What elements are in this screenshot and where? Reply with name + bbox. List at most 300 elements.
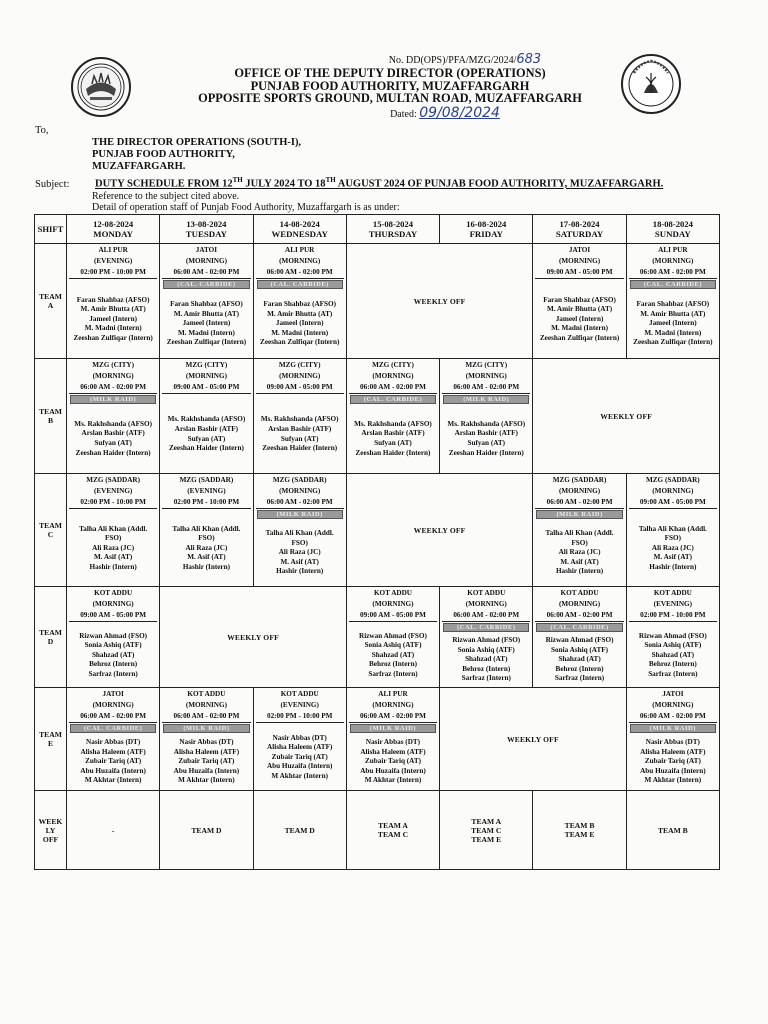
shift-time: 06:00 AM - 02:00 PM bbox=[162, 711, 250, 723]
detail-line: Detail of operation staff of Punjab Food Authority, Muzaffargarh is as under: bbox=[92, 202, 400, 213]
station-name: JATOI bbox=[195, 246, 218, 254]
staff-member: Nasir Abbas (DT) bbox=[179, 738, 234, 747]
staff-list bbox=[254, 290, 346, 358]
station-name: KOT ADDU bbox=[94, 589, 133, 597]
staff-member: Rizwan Ahmad (FSO) bbox=[452, 636, 521, 645]
weekly-off-teams bbox=[533, 791, 626, 870]
duty-cell bbox=[253, 474, 346, 587]
staff-member: M. Madni (Intern) bbox=[271, 328, 329, 337]
staff-member: Alisha Haleem (ATF) bbox=[173, 747, 240, 756]
team-label bbox=[35, 244, 67, 359]
shift-time: 06:00 AM - 02:00 PM bbox=[442, 382, 530, 394]
shift-time: 09:00 AM - 05:00 PM bbox=[69, 610, 157, 622]
raid-badge: (MILK RAID) bbox=[70, 395, 156, 404]
shift-time: 06:00 AM - 02:00 PM bbox=[162, 267, 250, 279]
weekly-off-teams bbox=[253, 791, 346, 870]
off-team-name: TEAM A bbox=[378, 821, 408, 830]
duty-cell bbox=[160, 688, 253, 791]
station-name: JATOI bbox=[568, 246, 591, 254]
staff-member: Zeeshan Zulfiqar (Intern) bbox=[260, 338, 340, 347]
staff-member: Talha Ali Khan (Addl. bbox=[265, 529, 334, 538]
duty-cell bbox=[160, 359, 253, 474]
staff-member: Faran Shahbaz (AFSO) bbox=[543, 295, 616, 304]
staff-member: Alisha Haleem (ATF) bbox=[360, 747, 426, 756]
shift-time: 06:00 AM - 02:00 PM bbox=[69, 382, 157, 394]
staff-member: Sarfraz (Intern) bbox=[554, 674, 605, 683]
duty-cell-content bbox=[347, 359, 439, 473]
duty-cell bbox=[626, 587, 719, 688]
shift-name: (EVENING) bbox=[93, 257, 133, 265]
team-row bbox=[35, 587, 720, 688]
staff-member: M. Amir Bhutta (AT) bbox=[80, 305, 146, 314]
staff-member: Behroz (Intern) bbox=[555, 664, 604, 673]
staff-member: Sarfraz (Intern) bbox=[461, 674, 511, 683]
staff-member: Zubair Tariq (AT) bbox=[644, 757, 701, 766]
staff-member: Sonia Ashiq (ATF) bbox=[457, 645, 515, 654]
staff-member: Zubair Tariq (AT) bbox=[85, 757, 142, 766]
duty-cell-content bbox=[627, 474, 719, 586]
duty-cell bbox=[626, 244, 719, 359]
staff-member: Abu Huzaifa (Intern) bbox=[266, 762, 333, 771]
shift-time: 06:00 AM - 02:00 PM bbox=[349, 711, 437, 723]
shift-name: (MORNING) bbox=[279, 372, 321, 380]
off-team-name: TEAM A bbox=[471, 816, 502, 826]
duty-cell bbox=[67, 359, 160, 474]
day-header: 17-08-2024 SATURDAY bbox=[533, 215, 626, 244]
shift-name: (MORNING) bbox=[465, 600, 507, 608]
shift-info bbox=[67, 474, 159, 509]
staff-member: Sonia Ashiq (ATF) bbox=[364, 641, 422, 650]
station-name: JATOI bbox=[662, 690, 684, 698]
weekly-off-label-line: OFF bbox=[42, 834, 59, 844]
staff-member: M. Madni (Intern) bbox=[177, 328, 235, 337]
staff-member: Jameel (Intern) bbox=[648, 319, 697, 328]
staff-member: Ms. Rakhshanda (AFSO) bbox=[447, 419, 526, 428]
staff-member: Zeeshan Zulfiqar (Intern) bbox=[73, 333, 153, 342]
staff-member: M. Amir Bhutta (AT) bbox=[546, 305, 613, 314]
shift-info bbox=[627, 587, 719, 622]
team-label-line: D bbox=[47, 637, 54, 646]
shift-name: (MORNING) bbox=[652, 257, 694, 265]
staff-member: Zubair Tariq (AT) bbox=[271, 752, 328, 761]
staff-member: Sonia Ashiq (ATF) bbox=[84, 641, 142, 650]
station-name: MZG (CITY) bbox=[465, 361, 508, 369]
weekly-off-cell: WEEKLY OFF bbox=[160, 587, 347, 688]
punjab-government-logo bbox=[70, 56, 132, 118]
staff-list bbox=[533, 281, 625, 358]
duty-cell-content bbox=[627, 244, 719, 358]
duty-cell-content bbox=[67, 587, 159, 687]
staff-member: M Akhtar (Intern) bbox=[271, 771, 328, 780]
raid-badge: (CAL. CARBIDE) bbox=[163, 280, 249, 289]
weekly-off-teams bbox=[67, 791, 160, 870]
raid-badge: (CAL. CARBIDE) bbox=[70, 724, 156, 733]
staff-member: Ms. Rakhshanda (AFSO) bbox=[74, 419, 152, 428]
team-row bbox=[35, 688, 720, 791]
staff-member: Zubair Tariq (AT) bbox=[364, 757, 422, 766]
duty-cell-content bbox=[533, 587, 625, 687]
shift-info bbox=[533, 474, 625, 509]
weekly-off-label bbox=[35, 791, 67, 870]
team-label bbox=[35, 474, 67, 587]
staff-list bbox=[627, 290, 719, 358]
shift-time: 02:00 PM - 10:00 PM bbox=[69, 267, 157, 279]
shift-time: 02:00 PM - 10:00 PM bbox=[69, 497, 157, 509]
staff-member: Ali Raza (JC) bbox=[185, 543, 228, 552]
staff-member: FSO) bbox=[571, 538, 588, 547]
staff-member: Faran Shahbaz (AFSO) bbox=[170, 300, 243, 309]
duty-cell bbox=[160, 244, 253, 359]
raid-badge: (MILK RAID) bbox=[443, 395, 529, 404]
team-label-line: A bbox=[47, 301, 54, 310]
staff-member: Shahzad (AT) bbox=[651, 650, 695, 659]
shift-info bbox=[347, 359, 439, 394]
recipient-address bbox=[92, 137, 301, 173]
staff-list bbox=[627, 624, 719, 687]
shift-time: 09:00 AM - 05:00 PM bbox=[256, 382, 344, 394]
staff-member: Hashir (Intern) bbox=[649, 562, 697, 571]
off-team-name: TEAM E bbox=[471, 834, 502, 844]
off-team-name: TEAM B bbox=[657, 825, 688, 835]
staff-member: Faran Shahbaz (AFSO) bbox=[636, 300, 710, 309]
staff-member: Jameel (Intern) bbox=[182, 319, 231, 328]
staff-member: Shahzad (AT) bbox=[91, 650, 135, 659]
staff-member: Nasir Abbas (DT) bbox=[86, 738, 141, 747]
day-header: 18-08-2024 SUNDAY bbox=[626, 215, 719, 244]
duty-cell-content bbox=[160, 688, 252, 790]
station-name: MZG (SADDAR) bbox=[272, 476, 327, 484]
staff-member: Faran Shahbaz (AFSO) bbox=[263, 300, 337, 309]
shift-info bbox=[533, 244, 625, 279]
staff-member: Arslan Bashir (ATF) bbox=[454, 429, 518, 438]
station-name: ALI PUR bbox=[285, 246, 315, 254]
shift-info bbox=[160, 474, 252, 509]
duty-cell-content bbox=[160, 359, 252, 473]
station-name: KOT ADDU bbox=[187, 690, 226, 698]
duty-cell bbox=[533, 244, 626, 359]
staff-member: Rizwan Ahmad (FSO) bbox=[359, 631, 427, 640]
station-name: KOT ADDU bbox=[653, 589, 692, 597]
staff-member: Shahzad (AT) bbox=[465, 655, 508, 664]
address-line: MUZAFFARGARH. bbox=[92, 161, 186, 172]
address-line: THE DIRECTOR OPERATIONS (SOUTH-I), bbox=[92, 137, 302, 148]
shift-time: 09:00 AM - 05:00 PM bbox=[349, 610, 437, 622]
day-header: 13-08-2024 TUESDAY bbox=[160, 215, 253, 244]
staff-list bbox=[67, 734, 159, 790]
shift-time: 06:00 AM - 02:00 PM bbox=[69, 711, 157, 723]
duty-cell-content bbox=[160, 244, 252, 358]
office-title: OFFICE OF THE DEPUTY DIRECTOR (OPERATIONS) bbox=[234, 66, 546, 80]
staff-member: Sonia Ashiq (ATF) bbox=[551, 645, 609, 654]
staff-member: Shahzad (AT) bbox=[371, 650, 415, 659]
duty-cell bbox=[440, 587, 533, 688]
staff-member: Alisha Haleem (ATF) bbox=[267, 743, 333, 752]
shift-name: (MORNING) bbox=[92, 701, 134, 709]
staff-member: M. Asif (AT) bbox=[560, 557, 599, 566]
team-row bbox=[35, 244, 720, 359]
staff-member: Ms. Rakhshanda (AFSO) bbox=[260, 415, 339, 424]
shift-info bbox=[67, 359, 159, 394]
duty-cell-content bbox=[254, 244, 346, 358]
shift-info bbox=[160, 244, 252, 279]
duty-cell-content bbox=[254, 474, 346, 586]
staff-list bbox=[533, 520, 625, 586]
staff-member: Nasir Abbas (DT) bbox=[645, 738, 700, 747]
duty-cell bbox=[626, 688, 719, 791]
staff-member: Sarfraz (Intern) bbox=[648, 669, 698, 678]
shift-header: SHIFT bbox=[35, 215, 67, 244]
day-header: 14-08-2024 WEDNESDAY bbox=[253, 215, 346, 244]
duty-cell-content bbox=[347, 688, 439, 790]
shift-time: 02:00 PM - 10:00 PM bbox=[162, 497, 250, 509]
office-address: OPPOSITE SPORTS GROUND, MULTAN ROAD, MUZAFFARGARH bbox=[198, 91, 582, 105]
shift-info bbox=[533, 587, 625, 622]
staff-member: M. Amir Bhutta (AT) bbox=[173, 309, 240, 318]
weekly-off-teams bbox=[626, 791, 719, 870]
staff-list bbox=[440, 633, 532, 687]
shift-name: (MORNING) bbox=[652, 701, 694, 709]
team-label-line: TEAM bbox=[39, 730, 62, 739]
pfa-logo bbox=[620, 53, 682, 115]
staff-member: Rizwan Ahmad (FSO) bbox=[638, 631, 707, 640]
staff-list bbox=[254, 396, 346, 473]
weekly-off-cell: WEEKLY OFF bbox=[440, 688, 627, 791]
staff-member: Ms. Rakhshanda (AFSO) bbox=[167, 415, 246, 424]
staff-list bbox=[160, 290, 252, 358]
day-header: 16-08-2024 FRIDAY bbox=[440, 215, 533, 244]
duty-cell-content bbox=[533, 244, 625, 358]
duty-cell bbox=[67, 474, 160, 587]
staff-member: Sufyan (AT) bbox=[187, 434, 226, 443]
team-label-line: C bbox=[47, 530, 54, 539]
staff-member: Hashir (Intern) bbox=[89, 562, 137, 571]
duty-cell bbox=[533, 587, 626, 688]
shift-name: (MORNING) bbox=[185, 257, 227, 265]
shift-name: (MORNING) bbox=[372, 372, 414, 380]
staff-list bbox=[160, 396, 252, 473]
weekly-off-cell: WEEKLY OFF bbox=[533, 359, 720, 474]
shift-time: 02:00 PM - 10:00 PM bbox=[256, 711, 344, 723]
off-team-name: TEAM D bbox=[284, 825, 315, 835]
shift-info bbox=[440, 587, 532, 622]
shift-name: (MORNING) bbox=[185, 701, 227, 709]
shift-info bbox=[254, 688, 346, 723]
staff-member: Talha Ali Khan (Addl. bbox=[545, 529, 614, 538]
to-label: To, bbox=[35, 125, 49, 136]
staff-member: Zeeshan Zulfiqar (Intern) bbox=[539, 333, 620, 342]
staff-member: Behroz (Intern) bbox=[89, 660, 138, 669]
duty-cell bbox=[160, 474, 253, 587]
team-label-line: E bbox=[47, 739, 54, 748]
duty-cell bbox=[346, 587, 439, 688]
staff-member: Abu Huzaifa (Intern) bbox=[360, 766, 426, 775]
raid-badge: (CAL. CARBIDE) bbox=[350, 395, 436, 404]
staff-list bbox=[67, 405, 159, 473]
off-team-name: TEAM E bbox=[564, 830, 595, 839]
staff-member: Arslan Bashir (ATF) bbox=[81, 429, 145, 438]
staff-member: FSO) bbox=[291, 538, 308, 547]
weekly-off-label-line: LY bbox=[45, 825, 56, 835]
duty-cell bbox=[440, 359, 533, 474]
shift-name: (MORNING) bbox=[92, 600, 134, 608]
team-label-line: B bbox=[47, 416, 54, 425]
off-team-name: TEAM B bbox=[564, 821, 595, 830]
staff-list bbox=[254, 520, 346, 586]
staff-member: Abu Huzaifa (Intern) bbox=[173, 766, 240, 775]
duty-cell-content bbox=[533, 474, 625, 586]
team-row bbox=[35, 359, 720, 474]
station-name: MZG (SADDAR) bbox=[645, 476, 700, 484]
staff-member: M. Asif (AT) bbox=[187, 553, 226, 562]
staff-list bbox=[627, 734, 719, 790]
staff-list bbox=[67, 511, 159, 586]
weekly-off-cell: WEEKLY OFF bbox=[346, 244, 533, 359]
staff-member: M. Madni (Intern) bbox=[551, 324, 608, 333]
raid-badge: (MILK RAID) bbox=[163, 724, 249, 733]
shift-time: 06:00 AM - 02:00 PM bbox=[349, 382, 437, 394]
off-team-name: - bbox=[111, 825, 115, 835]
staff-member: Ali Raza (JC) bbox=[92, 543, 135, 552]
staff-member: Rizwan Ahmad (FSO) bbox=[79, 631, 148, 640]
staff-member: Abu Huzaifa (Intern) bbox=[640, 766, 706, 775]
shift-time: 06:00 AM - 02:00 PM bbox=[535, 610, 623, 622]
duty-cell bbox=[67, 587, 160, 688]
shift-name: (MORNING) bbox=[465, 372, 507, 380]
duty-cell-content bbox=[627, 587, 719, 687]
shift-time: 09:00 AM - 05:00 PM bbox=[535, 267, 623, 279]
duty-cell-content bbox=[254, 359, 346, 473]
off-team-name: TEAM C bbox=[377, 830, 409, 839]
shift-name: (MORNING) bbox=[185, 372, 227, 380]
station-name: MZG (CITY) bbox=[278, 361, 321, 369]
raid-badge: (CAL. CARBIDE) bbox=[630, 280, 716, 289]
staff-member: Behroz (Intern) bbox=[648, 660, 697, 669]
weekly-off-cell: WEEKLY OFF bbox=[346, 474, 533, 587]
staff-list bbox=[67, 281, 159, 358]
shift-info bbox=[160, 688, 252, 723]
staff-list bbox=[533, 633, 625, 687]
day-header: 15-08-2024 THURSDAY bbox=[346, 215, 439, 244]
raid-badge: (MILK RAID) bbox=[350, 724, 436, 733]
weekly-off-row bbox=[35, 791, 720, 870]
handwritten-date: 09/08/2024 bbox=[419, 104, 500, 121]
duty-cell bbox=[626, 474, 719, 587]
shift-name: (MORNING) bbox=[279, 257, 321, 265]
duty-cell bbox=[253, 244, 346, 359]
raid-badge: (MILK RAID) bbox=[630, 724, 716, 733]
duty-cell-content bbox=[440, 587, 532, 687]
staff-member: Arslan Bashir (ATF) bbox=[174, 424, 239, 433]
shift-time: 06:00 AM - 02:00 PM bbox=[256, 267, 344, 279]
staff-member: Talha Ali Khan (Addl. bbox=[79, 524, 148, 533]
shift-info bbox=[67, 244, 159, 279]
staff-member: Shahzad (AT) bbox=[558, 655, 601, 664]
raid-badge: (CAL. CARBIDE) bbox=[536, 623, 622, 632]
shift-name: (MORNING) bbox=[652, 487, 694, 495]
duty-cell-content bbox=[67, 688, 159, 790]
staff-member: Sufyan (AT) bbox=[94, 439, 132, 447]
team-label-line: TEAM bbox=[39, 292, 62, 301]
body-text bbox=[92, 191, 400, 213]
staff-member: M. Asif (AT) bbox=[93, 553, 133, 562]
shift-time: 02:00 PM - 10:00 PM bbox=[629, 610, 717, 622]
raid-badge: (CAL. CARBIDE) bbox=[257, 280, 343, 289]
staff-member: Ali Raza (JC) bbox=[278, 548, 321, 557]
team-label bbox=[35, 587, 67, 688]
staff-member: Zubair Tariq (AT) bbox=[178, 757, 235, 766]
station-name: MZG (SADDAR) bbox=[552, 476, 607, 484]
duty-cell-content bbox=[160, 474, 252, 586]
staff-member: M Akhtar (Intern) bbox=[644, 776, 702, 785]
reference-number: No. DD(OPS)/PFA/MZG/2024/683 bbox=[388, 52, 542, 67]
team-label bbox=[35, 688, 67, 791]
staff-member: Sarfraz (Intern) bbox=[368, 669, 418, 678]
shift-time: 09:00 AM - 05:00 PM bbox=[162, 382, 250, 394]
staff-member: Hashir (Intern) bbox=[276, 567, 324, 576]
shift-info bbox=[440, 359, 532, 394]
staff-list bbox=[160, 734, 252, 790]
station-name: KOT ADDU bbox=[373, 589, 412, 597]
station-name: MZG (SADDAR) bbox=[86, 476, 140, 484]
shift-time: 06:00 AM - 02:00 PM bbox=[629, 711, 717, 723]
staff-member: Arslan Bashir (ATF) bbox=[361, 429, 425, 438]
staff-member: Zeeshan Zulfiqar (Intern) bbox=[166, 338, 247, 347]
staff-member: Alisha Haleem (ATF) bbox=[80, 747, 146, 756]
staff-member: M. Amir Bhutta (AT) bbox=[267, 309, 333, 318]
staff-member: M Akhtar (Intern) bbox=[364, 776, 422, 785]
authority-title: PUNJAB FOOD AUTHORITY, MUZAFFARGARH bbox=[250, 78, 530, 93]
subject-text: DUTY SCHEDULE FROM 12TH JULY 2024 TO 18TH AUGUST 2024 OF PUNJAB FOOD AUTHORITY, MUZAFFARGARH. bbox=[95, 176, 664, 190]
staff-member: Alisha Haleem (ATF) bbox=[640, 747, 706, 756]
shift-name: (MORNING) bbox=[558, 487, 601, 495]
staff-member: Zeeshan Haider (Intern) bbox=[168, 444, 244, 453]
staff-member: Ali Raza (JC) bbox=[651, 543, 694, 552]
shift-info bbox=[254, 474, 346, 509]
shift-time: 06:00 AM - 02:00 PM bbox=[629, 267, 717, 279]
duty-schedule-table bbox=[34, 214, 720, 870]
staff-member: Sufyan (AT) bbox=[280, 434, 319, 443]
day-header: 12-08-2024 MONDAY bbox=[67, 215, 160, 244]
shift-name: (EVENING) bbox=[653, 600, 693, 608]
staff-list bbox=[67, 624, 159, 687]
station-name: KOT ADDU bbox=[467, 589, 506, 597]
team-label-line: TEAM bbox=[39, 628, 62, 637]
shift-info bbox=[347, 688, 439, 723]
shift-name: (MORNING) bbox=[558, 257, 601, 265]
staff-member: Talha Ali Khan (Addl. bbox=[172, 524, 241, 533]
shift-time: 09:00 AM - 05:00 PM bbox=[629, 497, 717, 509]
shift-time: 06:00 AM - 02:00 PM bbox=[442, 610, 530, 622]
raid-badge: (CAL. CARBIDE) bbox=[443, 623, 529, 632]
duty-cell-content bbox=[254, 688, 346, 790]
staff-member: Behroz (Intern) bbox=[368, 660, 417, 669]
duty-cell-content bbox=[347, 587, 439, 687]
shift-name: (MORNING) bbox=[372, 600, 414, 608]
station-name: MZG (CITY) bbox=[185, 361, 228, 369]
staff-member: Zeeshan Zulfiqar (Intern) bbox=[633, 338, 713, 347]
shift-info bbox=[67, 587, 159, 622]
duty-cell-content bbox=[67, 359, 159, 473]
handwritten-number: 683 bbox=[516, 52, 542, 67]
team-row bbox=[35, 474, 720, 587]
team-label-line: TEAM bbox=[39, 407, 62, 416]
weekly-off-teams bbox=[160, 791, 253, 870]
weekly-off-teams bbox=[440, 791, 533, 870]
weekly-off-label-line: WEEK bbox=[38, 816, 63, 826]
shift-name: (MORNING) bbox=[558, 600, 601, 608]
shift-info bbox=[254, 359, 346, 394]
shift-name: (MORNING) bbox=[279, 487, 321, 495]
